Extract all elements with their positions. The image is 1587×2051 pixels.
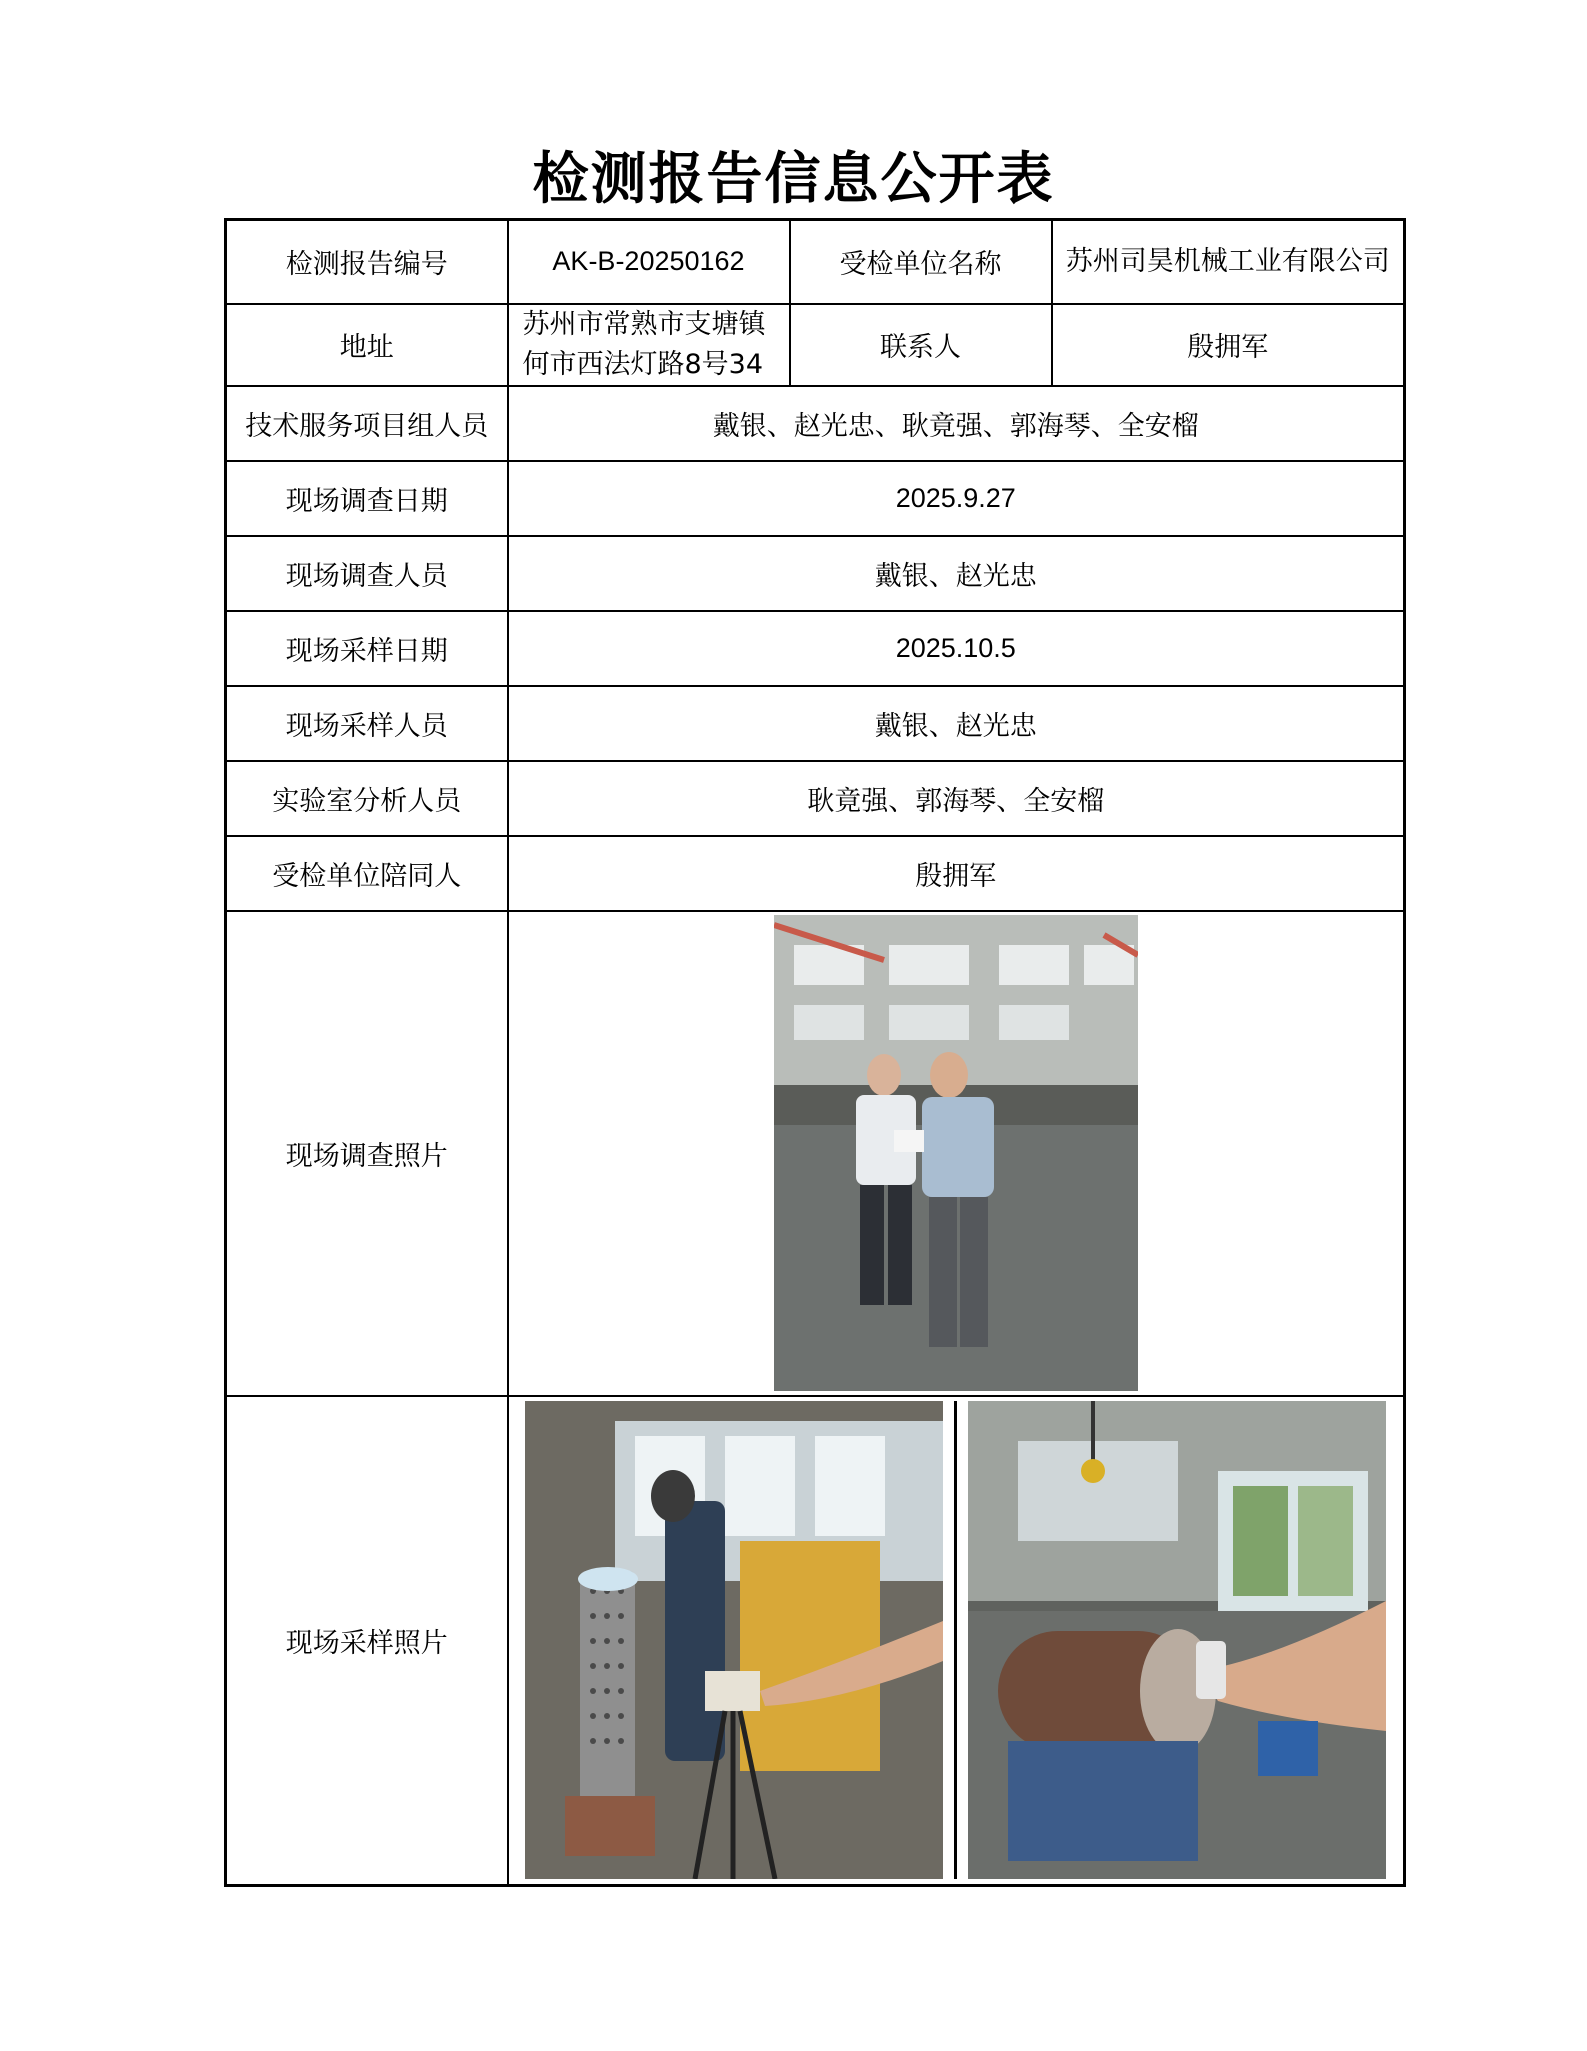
sampling-photo-right-wrap xyxy=(957,1401,1397,1879)
page-title: 检测报告信息公开表 xyxy=(532,146,1055,212)
report-info-table xyxy=(224,218,1406,1887)
address-value: 苏州市常熟市支塘镇何市西法灯路8号34 xyxy=(508,304,790,386)
report-no-label: 检测报告编号 xyxy=(226,220,508,304)
sampling-staff-value: 戴银、赵光忠 xyxy=(508,686,1405,761)
sampling-photo-left-wrap xyxy=(515,1401,958,1879)
unit-label: 受检单位名称 xyxy=(790,220,1052,304)
survey-staff-value: 戴银、赵光忠 xyxy=(508,536,1405,611)
escort-value: 殷拥军 xyxy=(508,836,1405,911)
sampling-staff-label: 现场采样人员 xyxy=(226,686,508,761)
survey-photo-label: 现场调查照片 xyxy=(226,911,508,1396)
survey-date-label: 现场调查日期 xyxy=(226,461,508,536)
contact-label: 联系人 xyxy=(790,304,1052,386)
address-label: 地址 xyxy=(226,304,508,386)
escort-label: 受检单位陪同人 xyxy=(226,836,508,911)
lab-staff-label: 实验室分析人员 xyxy=(226,761,508,836)
sampling-date-value: 2025.10.5 xyxy=(508,611,1405,686)
team-value: 戴银、赵光忠、耿竟强、郭海琴、全安榴 xyxy=(508,386,1405,461)
survey-staff-label: 现场调查人员 xyxy=(226,536,508,611)
report-no-value: AK-B-20250162 xyxy=(508,220,790,304)
survey-photo-cell xyxy=(508,911,1405,1396)
sampling-photo-label: 现场采样照片 xyxy=(226,1396,508,1886)
survey-date-value: 2025.9.27 xyxy=(508,461,1405,536)
sampling-photo-cell xyxy=(508,1396,1405,1886)
team-label: 技术服务项目组人员 xyxy=(226,386,508,461)
lab-staff-value: 耿竟强、郭海琴、全安榴 xyxy=(508,761,1405,836)
unit-value: 苏州司昊机械工业有限公司 xyxy=(1052,220,1405,304)
contact-value: 殷拥军 xyxy=(1052,304,1405,386)
sampling-date-label: 现场采样日期 xyxy=(226,611,508,686)
sampling-photo-grinding xyxy=(968,1401,1386,1879)
survey-photo xyxy=(774,915,1138,1391)
sampling-photo-welding xyxy=(525,1401,943,1879)
